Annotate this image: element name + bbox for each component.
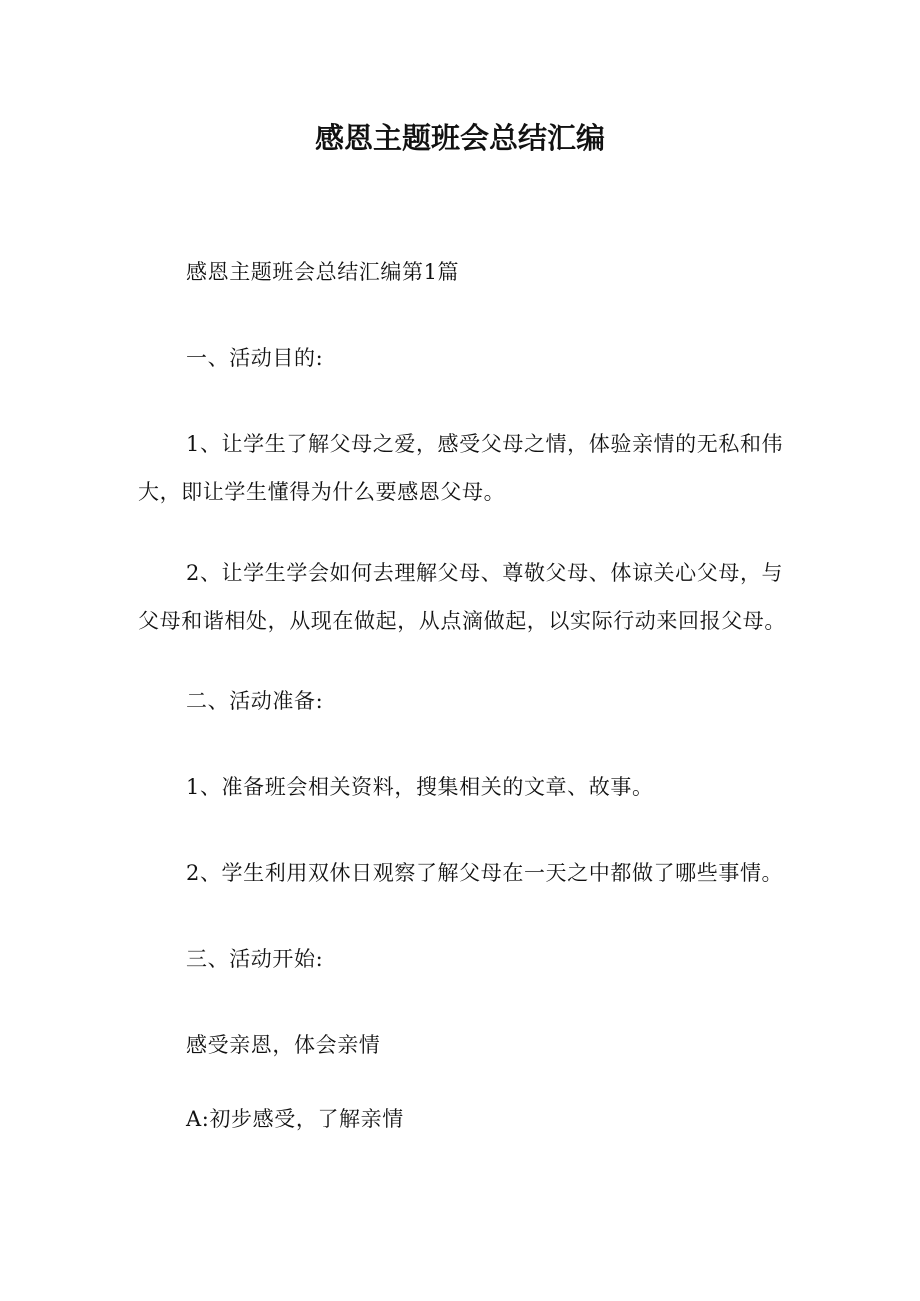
article-heading: 感恩主题班会总结汇编第1篇 [186,260,460,284]
section-heading-purpose: 一、活动目的: [186,346,324,370]
subheading-feel-kinship: 感受亲恩，体会亲情 [186,1033,381,1057]
paragraph-line: 父母和谐相处，从现在做起，从点滴做起，以实际行动来回报父母。 [138,609,786,633]
paragraph-line: 大，即让学生懂得为什么要感恩父母。 [138,480,506,504]
section-heading-start: 三、活动开始: [186,947,324,971]
document-title: 感恩主题班会总结汇编 [314,121,605,155]
paragraph-purpose-2 [138,549,798,645]
subheading-initial-feeling: A:初步感受，了解亲情 [186,1107,404,1131]
paragraph-purpose-1 [138,420,798,516]
paragraph-line: 2、让学生学会如何去理解父母、尊敬父母、体谅关心父母，与 [186,561,784,585]
paragraph-preparation-1: 1、准备班会相关资料，搜集相关的文章、故事。 [186,775,654,799]
section-heading-preparation: 二、活动准备: [186,689,324,713]
paragraph-line: 1、让学生了解父母之爱，感受父母之情，体验亲情的无私和伟 [186,432,784,456]
paragraph-preparation-2: 2、学生利用双休日观察了解父母在一天之中都做了哪些事情。 [186,861,784,885]
